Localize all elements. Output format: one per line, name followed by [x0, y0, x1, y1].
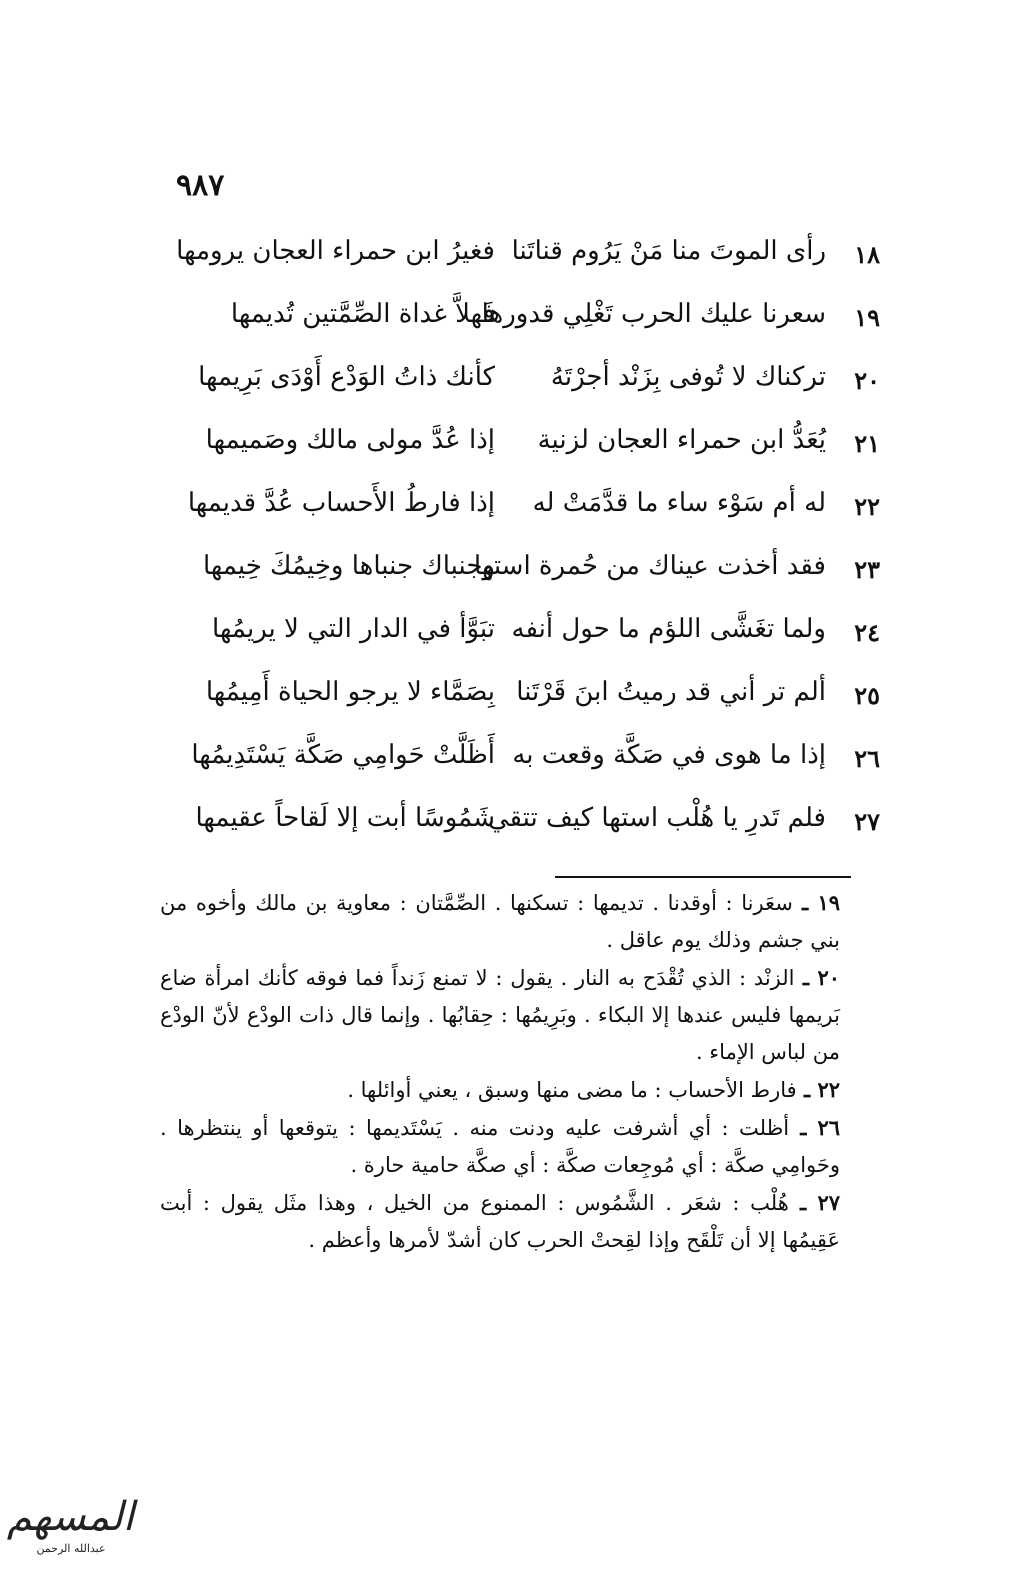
verse-number: ٢٠: [854, 366, 880, 395]
footnote: [160, 884, 840, 959]
first-hemistich: سعرنا عليك الحرب تَغْلِي قدورها: [481, 299, 826, 329]
poem-verses: [176, 232, 880, 862]
second-hemistich: كأنك ذاتُ الوَدْع أَوْدَى بَرِيمها: [198, 362, 495, 392]
verse: [176, 232, 880, 295]
second-hemistich: وجنباك جنباها وخِيمُكَ خِيمها: [202, 551, 495, 581]
verse-number: ١٩: [854, 303, 880, 332]
footnote-number: ٢٠ ـ: [794, 965, 840, 990]
first-hemistich: يُعَدُّ ابن حمراء العجان لزنية: [537, 425, 826, 455]
verse-number: ٢١: [854, 429, 880, 458]
first-hemistich: فقد أخذت عيناك من حُمرة استها: [473, 551, 826, 581]
verse: [205, 421, 880, 484]
verse-number: ٢٧: [854, 807, 880, 836]
verse-number: ١٨: [854, 240, 880, 269]
verse: [198, 358, 880, 421]
first-hemistich: رأى الموتَ منا مَنْ يَرُوم قناتَنا: [511, 236, 826, 266]
first-hemistich: تركناك لا تُوفى بِزَنْد أجرْتَهُ: [550, 362, 826, 392]
verse: [205, 673, 880, 736]
second-hemistich: إذا فارطُ الأَحساب عُدَّ قديمها: [187, 488, 495, 518]
stamp-logo-text: المسهم: [6, 1494, 134, 1540]
footnote-text: فارط الأحساب : ما مضى منها وسبق ، يعني أوائلها .: [347, 1078, 797, 1102]
footnote: [160, 1071, 840, 1109]
verse-number: ٢٣: [854, 555, 880, 584]
stamp-caption: عبدالله الرحمن: [36, 1542, 106, 1555]
footnote-number: ٢٧ ـ: [788, 1190, 840, 1215]
footnote: [160, 959, 840, 1071]
footnote-text: سعَرنا : أوقدنا . تديمها : تسكنها . الصِّمَّتان : معاوية بن مالك وأخوه من بني جشم وذلك يوم عاقل .: [160, 891, 840, 952]
verse-number: ٢٢: [854, 492, 880, 521]
footnote: [160, 1109, 840, 1184]
first-hemistich: له أم سَوْء ساء ما قدَّمَتْ له: [532, 488, 826, 518]
verse: [202, 547, 880, 610]
second-hemistich: فَهلاَّ غداة الصِّمَّتين تُديمها: [230, 299, 495, 329]
second-hemistich: تبَوَّأ في الدار التي لا يريمُها: [212, 614, 495, 644]
footnote-number: ٢٢ ـ: [796, 1077, 840, 1102]
first-hemistich: ولما تغَشَّى اللؤم ما حول أنفه: [511, 614, 826, 644]
verse-number: ٢٤: [854, 618, 880, 647]
first-hemistich: فلم تَدرِ يا هُلْب استها كيف تتقي: [487, 803, 826, 833]
footnote-number: ٢٦ ـ: [789, 1115, 840, 1140]
verse: [195, 799, 880, 862]
verse-number: ٢٦: [854, 744, 880, 773]
footnote-text: أظلت : أي أشرفت عليه ودنت منه . يَسْتَديمها : يتوقعها أو ينتظرها . وحَوامِي صكَّة : أي مُوجِعات صكَّة : أي صكَّة حامية حارة .: [160, 1116, 840, 1177]
second-hemistich: فغيرُ ابن حمراء العجان يرومها: [176, 236, 495, 266]
footnote-text: الزنْد : الذي تُقْدَح به النار . يقول : لا تمنع زَنداً فما فوقه كأنك امرأة ضاع بَريمها فليس عندها إلا البكاء . وبَرِيمُها : حِقابُها . وإنما قال ذات الودْع لأنّ الودْع من لباس الإماء .: [160, 966, 840, 1064]
footnote-number: ١٩ ـ: [792, 890, 840, 915]
footnotes: [160, 884, 840, 1259]
verse-number: ٢٥: [854, 681, 880, 710]
second-hemistich: إذا عُدَّ مولى مالك وصَميمها: [205, 425, 495, 455]
second-hemistich: بِصَمَّاء لا يرجو الحياة أَمِيمُها: [205, 677, 495, 707]
first-hemistich: إذا ما هوى في صَكَّة وقعت به: [512, 740, 826, 770]
second-hemistich: شَمُوسًا أبت إلا لَقاحاً عقيمها: [195, 803, 495, 833]
verse: [191, 736, 880, 799]
footnote-divider: [555, 876, 851, 878]
verse: [187, 484, 880, 547]
second-hemistich: أَظَلَّتْ حَوامِي صَكَّة يَسْتَدِيمُها: [191, 740, 495, 770]
page-number: ٩٨٧: [176, 168, 225, 203]
footnote-text: هُلْب : شعَر . الشَّمُوس : الممنوع من الخيل ، وهذا مثَل يقول : أبت عَقِيمُها إلا أن تَلْقَح وإذا لقِحتْ الحرب كان أشدّ لأمرها وأعظم .: [160, 1191, 840, 1252]
first-hemistich: ألم تر أني قد رميتُ ابنَ قَرْتَنا: [516, 677, 826, 707]
verse: [210, 295, 880, 358]
verse: [210, 610, 880, 673]
footnote: [160, 1184, 840, 1259]
publisher-logo-stamp: [8, 1492, 134, 1574]
